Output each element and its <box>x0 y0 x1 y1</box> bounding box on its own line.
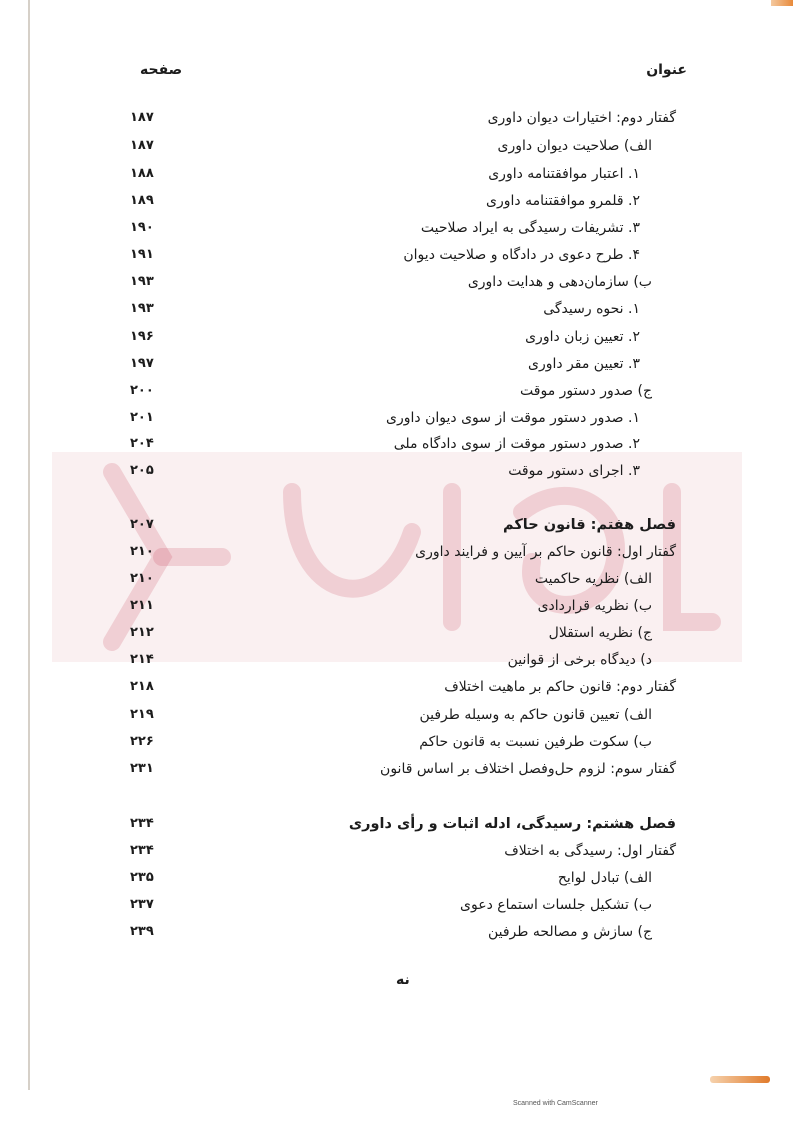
toc-entry-page: ۲۰۱ <box>130 410 154 425</box>
toc-entry-title: ج) سازش و مصالحه طرفین <box>487 924 652 940</box>
toc-chapter-row <box>120 513 676 537</box>
toc-row <box>120 406 676 430</box>
toc-row <box>120 730 676 754</box>
toc-row <box>120 893 676 917</box>
toc-row <box>120 432 676 456</box>
toc-row <box>120 325 676 349</box>
toc-entry-title: ب) تشکیل جلسات استماع دعوی <box>460 897 652 913</box>
toc-entry-title: ۱. اعتبار موافقتنامه داوری <box>488 166 640 182</box>
toc-row <box>120 270 676 294</box>
toc-row <box>120 839 676 863</box>
toc-entry-page: ۲۱۰ <box>130 544 154 559</box>
toc-entry-page: ۲۰۴ <box>130 436 154 451</box>
toc-entry-page: ۲۰۷ <box>130 517 154 532</box>
toc-row <box>120 621 676 645</box>
toc-row <box>120 297 676 321</box>
toc-entry-page: ۱۹۱ <box>130 247 154 262</box>
toc-row <box>120 594 676 618</box>
toc-entry-title: الف) تعیین قانون حاکم به وسیله طرفین <box>419 707 652 723</box>
toc-entry-page: ۱۸۷ <box>130 110 154 125</box>
toc-entry-page: ۲۰۰ <box>130 383 154 398</box>
toc-entry-page: ۲۱۲ <box>130 625 154 640</box>
toc-row <box>120 459 676 483</box>
toc-entry-title: گفتار دوم: اختیارات دیوان داوری <box>487 110 676 126</box>
toc-entry-page: ۲۰۵ <box>130 463 154 478</box>
toc-entry-title: ۲. صدور دستور موقت از سوی دادگاه ملی <box>393 436 640 452</box>
toc-entry-title: الف) صلاحیت دیوان داوری <box>497 138 652 154</box>
toc-entry-page: ۲۱۴ <box>130 652 154 667</box>
toc-entry-title: ۴. طرح دعوی در دادگاه و صلاحیت دیوان <box>403 247 640 263</box>
toc-entry-page: ۲۱۹ <box>130 707 154 722</box>
toc-entry-page: ۲۳۴ <box>130 843 154 858</box>
toc-entry-page: ۱۹۰ <box>130 220 154 235</box>
toc-entry-page: ۱۹۳ <box>130 301 154 316</box>
toc-row <box>120 134 676 158</box>
toc-chapter-row <box>120 812 676 836</box>
toc-entry-title: ۳. تشریفات رسیدگی به ایراد صلاحیت <box>420 220 640 236</box>
toc-row <box>120 920 676 944</box>
toc-entry-page: ۱۹۶ <box>130 329 154 344</box>
toc-entry-title: گفتار اول: رسیدگی به اختلاف <box>504 843 676 859</box>
toc-entry-page: ۲۱۱ <box>130 598 154 613</box>
column-heading-page: صفحه <box>140 62 183 78</box>
toc-entry-page: ۱۹۷ <box>130 356 154 371</box>
toc-row <box>120 540 676 564</box>
toc-entry-title: ۳. تعیین مقر داوری <box>528 356 640 372</box>
toc-entry-title: ج) صدور دستور موقت <box>520 383 652 399</box>
toc-entry-title: گفتار سوم: لزوم حل‌وفصل اختلاف بر اساس قانون <box>380 761 676 777</box>
toc-entry-title: ۲. قلمرو موافقتنامه داوری <box>486 193 640 209</box>
toc-entry-title: ۲. تعیین زبان داوری <box>525 329 640 345</box>
toc-row <box>120 866 676 890</box>
toc-entry-title: گفتار اول: قانون حاکم بر آیین و فرایند داوری <box>415 544 676 560</box>
toc-entry-page: ۲۳۱ <box>130 761 154 776</box>
toc-entry-page: ۱۸۹ <box>130 193 154 208</box>
toc-entry-page: ۲۱۰ <box>130 571 154 586</box>
page-corner-accent-bottom <box>710 1076 770 1083</box>
toc-row <box>120 703 676 727</box>
toc-row <box>120 243 676 267</box>
column-heading-title: عنوان <box>646 62 687 78</box>
toc-row <box>120 648 676 672</box>
toc-entry-page: ۲۱۸ <box>130 679 154 694</box>
toc-entry-title: ج) نظریه استقلال <box>548 625 652 641</box>
toc-row <box>120 189 676 213</box>
toc-entry-title: ۱. نحوه رسیدگی <box>543 301 640 317</box>
toc-row <box>120 675 676 699</box>
toc-entry-page: ۲۳۹ <box>130 924 154 939</box>
toc-entry-title: ب) نظریه قراردادی <box>537 598 652 614</box>
toc-entry-page: ۱۹۳ <box>130 274 154 289</box>
toc-entry-page: ۲۲۶ <box>130 734 154 749</box>
toc-entry-title: الف) تبادل لوایح <box>557 870 652 886</box>
toc-row <box>120 216 676 240</box>
toc-row <box>120 379 676 403</box>
toc-entry-page: ۲۳۴ <box>130 816 154 831</box>
toc-row <box>120 162 676 186</box>
toc-entry-page: ۲۳۷ <box>130 897 154 912</box>
toc-entry-title: فصل هفتم: قانون حاکم <box>503 517 676 533</box>
toc-entry-title: الف) نظریه حاکمیت <box>534 571 652 587</box>
page-number: نه <box>396 972 410 988</box>
toc-entry-page: ۲۳۵ <box>130 870 154 885</box>
toc-row <box>120 567 676 591</box>
toc-row <box>120 757 676 781</box>
toc-entry-title: گفتار دوم: قانون حاکم بر ماهیت اختلاف <box>444 679 676 695</box>
toc-entry-page: ۱۸۸ <box>130 166 154 181</box>
toc-entry-title: ب) سازمان‌دهی و هدایت داوری <box>467 274 652 290</box>
scanner-footer: Scanned with CamScanner <box>513 1100 598 1107</box>
toc-entry-title: ۳. اجرای دستور موقت <box>508 463 640 479</box>
toc-entry-title: ب) سکوت طرفین نسبت به قانون حاکم <box>419 734 652 750</box>
toc-row <box>120 106 676 130</box>
toc-entry-title: ۱. صدور دستور موقت از سوی دیوان داوری <box>386 410 640 426</box>
toc-row <box>120 352 676 376</box>
toc-entry-title: فصل هشتم: رسیدگی، ادله اثبات و رأی داوری <box>348 816 676 832</box>
toc-entry-page: ۱۸۷ <box>130 138 154 153</box>
toc-entry-title: د) دیدگاه برخی از قوانین <box>507 652 652 668</box>
